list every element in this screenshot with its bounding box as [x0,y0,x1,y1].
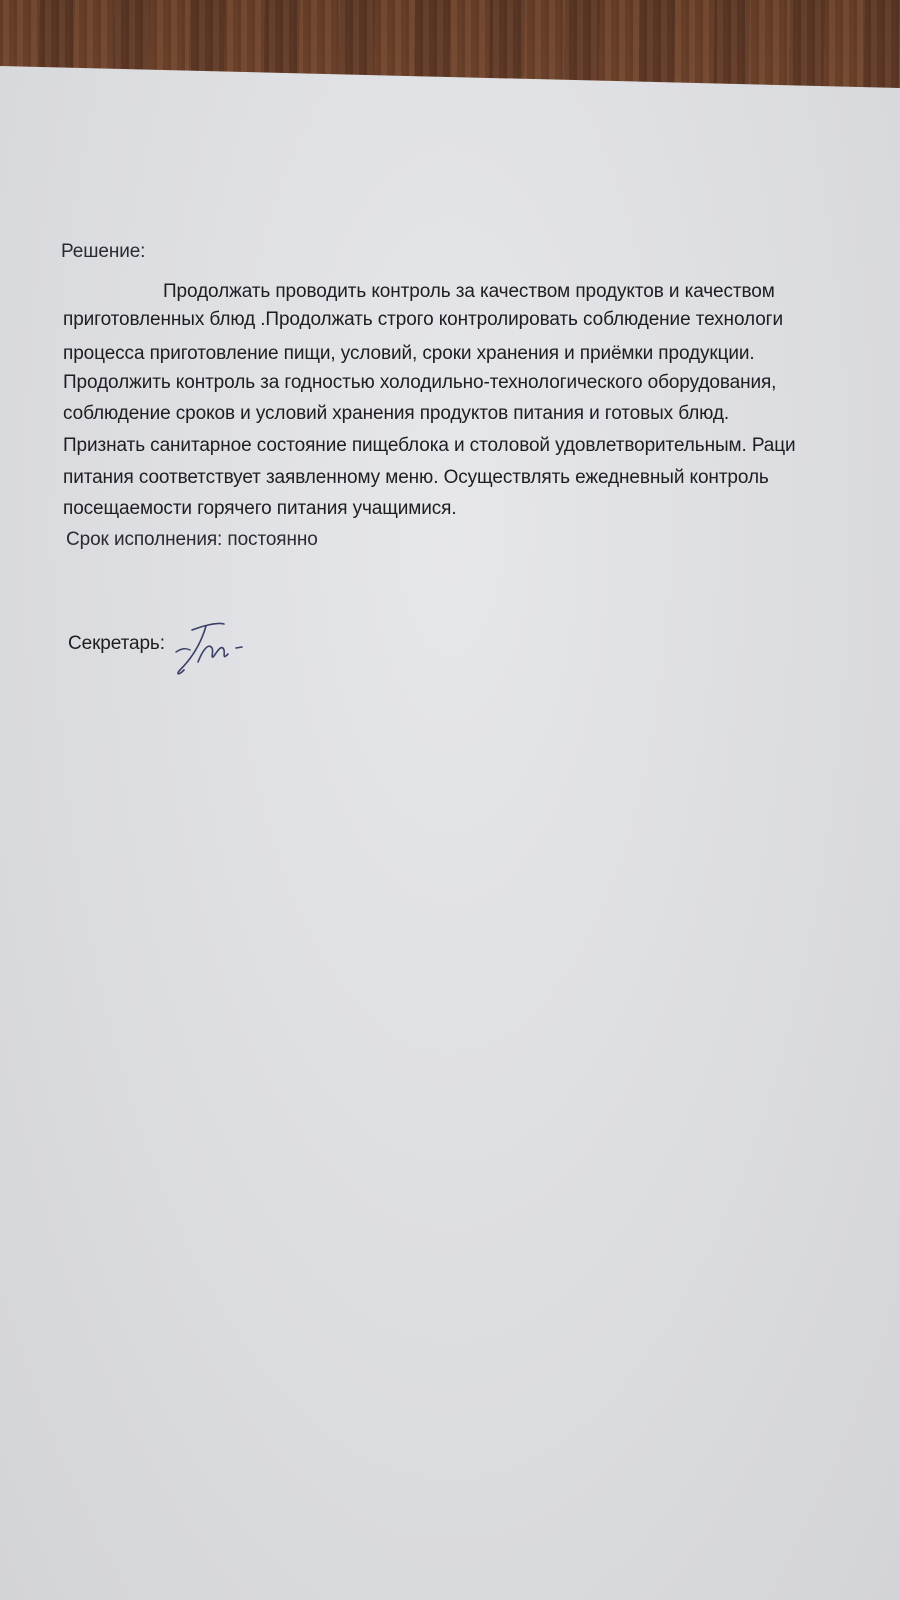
body-line: Продолжить контроль за годностью холодильно-технологического оборудования, [63,372,777,393]
body-line: посещаемости горячего питания учащимися. [63,498,457,519]
body-line: приготовленных блюд .Продолжать строго контролировать соблюдение технологи [63,309,784,330]
deadline-line: Срок исполнения: постоянно [66,529,318,550]
body-line: процесса приготовление пищи, условий, сроки хранения и приёмки продукции. [63,343,755,364]
body-line: соблюдение сроков и условий хранения продуктов питания и готовых блюд. [63,403,730,424]
body-line: Признать санитарное состояние пищеблока и столовой удовлетворительным. Раци [63,435,796,456]
handwritten-signature [172,612,262,682]
secretary-label: Секретарь: [68,633,165,654]
decision-heading: Решение: [61,241,146,262]
body-line: питания соответствует заявленному меню. Осуществлять ежедневный контроль [63,467,769,488]
body-line: Продолжать проводить контроль за качеством продуктов и качеством [163,281,775,302]
